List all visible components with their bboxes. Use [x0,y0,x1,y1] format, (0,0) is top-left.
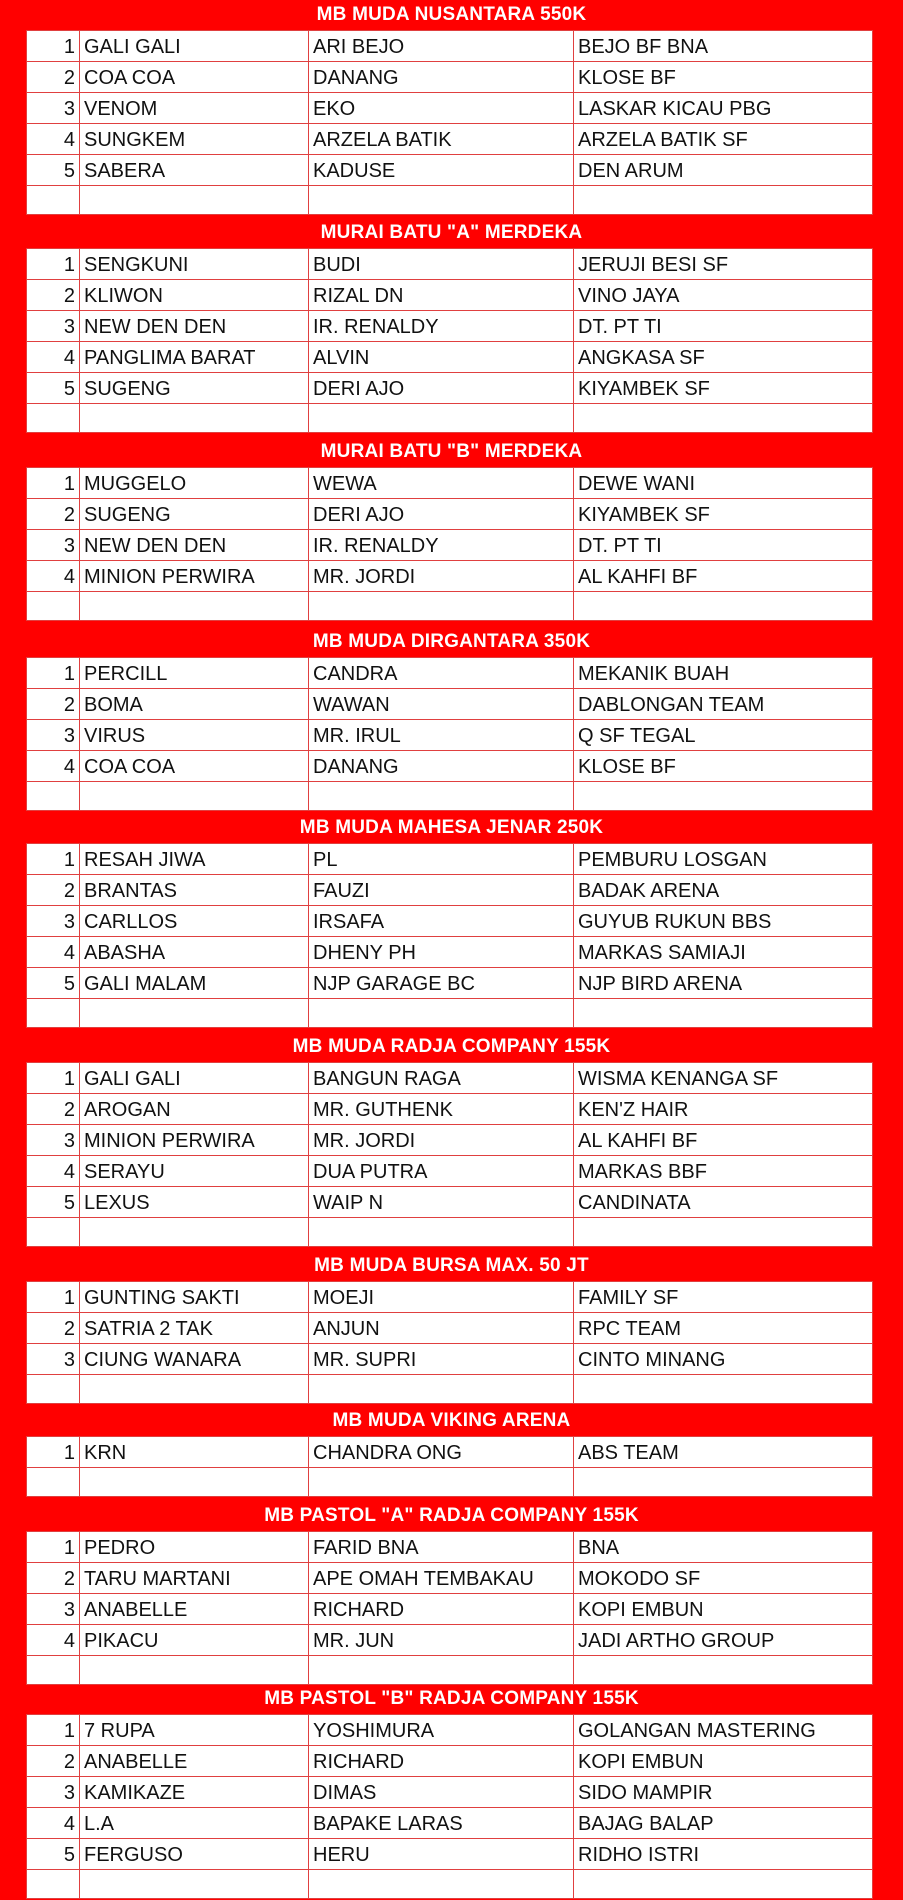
rank-cell: 1 [27,1282,80,1313]
table-row [27,1532,873,1563]
blank-row [27,1870,873,1899]
rank-cell: 4 [27,1625,80,1656]
team-name-cell: DEN ARUM [574,155,873,186]
table-row [27,1777,873,1808]
bird-name-cell: KAMIKAZE [80,1777,309,1808]
blank-cell [80,782,309,811]
rank-cell: 2 [27,1094,80,1125]
team-name-cell: SIDO MAMPIR [574,1777,873,1808]
owner-name-cell: DANANG [309,62,574,93]
section-title: MB MUDA NUSANTARA 550K [316,4,587,25]
team-name-cell: KEN'Z HAIR [574,1094,873,1125]
blank-cell [309,1656,574,1685]
results-table [26,657,873,811]
results-table [26,467,873,621]
team-name-cell: DT. PT TI [574,530,873,561]
bird-name-cell: MINION PERWIRA [80,561,309,592]
team-name-cell: WISMA KENANGA SF [574,1063,873,1094]
table-row [27,906,873,937]
blank-cell [574,1870,873,1899]
owner-name-cell: IR. RENALDY [309,530,574,561]
team-name-cell: ARZELA BATIK SF [574,124,873,155]
table-row [27,1063,873,1094]
owner-name-cell: WEWA [309,468,574,499]
owner-name-cell: BAPAKE LARAS [309,1808,574,1839]
rank-cell: 2 [27,499,80,530]
owner-name-cell: WAWAN [309,689,574,720]
team-name-cell: JADI ARTHO GROUP [574,1625,873,1656]
owner-name-cell: FAUZI [309,875,574,906]
table-row [27,1156,873,1187]
bird-name-cell: SABERA [80,155,309,186]
table-row [27,561,873,592]
rank-cell: 1 [27,844,80,875]
blank-cell [80,999,309,1028]
blank-cell [80,1468,309,1497]
results-table [26,1531,873,1685]
owner-name-cell: BUDI [309,249,574,280]
owner-name-cell: EKO [309,93,574,124]
bird-name-cell: GALI GALI [80,1063,309,1094]
blank-cell [27,592,80,621]
table-row [27,373,873,404]
team-name-cell: BADAK ARENA [574,875,873,906]
bird-name-cell: SERAYU [80,1156,309,1187]
owner-name-cell: IRSAFA [309,906,574,937]
blank-cell [574,999,873,1028]
blank-cell [309,999,574,1028]
rank-cell: 3 [27,1125,80,1156]
blank-cell [27,1468,80,1497]
bird-name-cell: GALI GALI [80,31,309,62]
table-row [27,1839,873,1870]
team-name-cell: KOPI EMBUN [574,1594,873,1625]
owner-name-cell: ANJUN [309,1313,574,1344]
section-title: MURAI BATU "B" MERDEKA [320,441,583,462]
blank-row [27,782,873,811]
section-title: MB MUDA RADJA COMPANY 155K [292,1036,611,1057]
bird-name-cell: PERCILL [80,658,309,689]
rank-cell: 4 [27,751,80,782]
team-name-cell: DEWE WANI [574,468,873,499]
team-name-cell: GOLANGAN MASTERING [574,1715,873,1746]
bird-name-cell: PEDRO [80,1532,309,1563]
owner-name-cell: CHANDRA ONG [309,1437,574,1468]
rank-cell: 2 [27,280,80,311]
rank-cell: 2 [27,689,80,720]
bird-name-cell: VENOM [80,93,309,124]
owner-name-cell: YOSHIMURA [309,1715,574,1746]
table-row [27,720,873,751]
team-name-cell: BEJO BF BNA [574,31,873,62]
rank-cell: 3 [27,720,80,751]
results-table [26,843,873,1028]
team-name-cell: ABS TEAM [574,1437,873,1468]
rank-cell: 1 [27,468,80,499]
bird-name-cell: AROGAN [80,1094,309,1125]
owner-name-cell: DERI AJO [309,373,574,404]
blank-cell [27,999,80,1028]
rank-cell: 1 [27,658,80,689]
bird-name-cell: 7 RUPA [80,1715,309,1746]
results-table [26,1281,873,1404]
rank-cell: 1 [27,1715,80,1746]
bird-name-cell: L.A [80,1808,309,1839]
blank-cell [80,404,309,433]
table-row [27,844,873,875]
blank-cell [309,1870,574,1899]
blank-cell [80,1870,309,1899]
rank-cell: 1 [27,1532,80,1563]
results-table [26,1436,873,1497]
owner-name-cell: DANANG [309,751,574,782]
owner-name-cell: WAIP N [309,1187,574,1218]
blank-cell [309,1375,574,1404]
bird-name-cell: RESAH JIWA [80,844,309,875]
table-row [27,530,873,561]
blank-cell [27,186,80,215]
owner-name-cell: MR. JORDI [309,1125,574,1156]
bird-name-cell: SUNGKEM [80,124,309,155]
blank-cell [27,782,80,811]
bird-name-cell: VIRUS [80,720,309,751]
rank-cell: 5 [27,968,80,999]
blank-cell [80,1218,309,1247]
blank-cell [574,1468,873,1497]
rank-cell: 5 [27,1839,80,1870]
team-name-cell: Q SF TEGAL [574,720,873,751]
owner-name-cell: PL [309,844,574,875]
blank-cell [80,592,309,621]
bird-name-cell: FERGUSO [80,1839,309,1870]
team-name-cell: GUYUB RUKUN BBS [574,906,873,937]
table-row [27,1808,873,1839]
table-row [27,1187,873,1218]
blank-row [27,404,873,433]
table-row [27,499,873,530]
owner-name-cell: KADUSE [309,155,574,186]
rank-cell: 3 [27,1344,80,1375]
team-name-cell: MARKAS BBF [574,1156,873,1187]
blank-cell [80,186,309,215]
team-name-cell: CANDINATA [574,1187,873,1218]
table-row [27,689,873,720]
owner-name-cell: ARZELA BATIK [309,124,574,155]
rank-cell: 3 [27,1594,80,1625]
bird-name-cell: MUGGELO [80,468,309,499]
table-row [27,155,873,186]
blank-row [27,1218,873,1247]
team-name-cell: VINO JAYA [574,280,873,311]
rank-cell: 3 [27,1777,80,1808]
section-title: MURAI BATU "A" MERDEKA [320,222,583,243]
blank-cell [27,1870,80,1899]
section-title: MB MUDA DIRGANTARA 350K [312,631,591,652]
bird-name-cell: ANABELLE [80,1746,309,1777]
table-row [27,968,873,999]
owner-name-cell: RICHARD [309,1594,574,1625]
blank-cell [80,1375,309,1404]
blank-cell [574,404,873,433]
team-name-cell: JERUJI BESI SF [574,249,873,280]
table-row [27,62,873,93]
team-name-cell: KIYAMBEK SF [574,373,873,404]
team-name-cell: MEKANIK BUAH [574,658,873,689]
table-row [27,1094,873,1125]
table-row [27,1625,873,1656]
rank-cell: 2 [27,62,80,93]
rank-cell: 4 [27,342,80,373]
team-name-cell: RPC TEAM [574,1313,873,1344]
table-row [27,875,873,906]
blank-cell [574,1656,873,1685]
rank-cell: 4 [27,561,80,592]
owner-name-cell: CANDRA [309,658,574,689]
rank-cell: 3 [27,93,80,124]
table-row [27,1344,873,1375]
blank-row [27,592,873,621]
table-row [27,93,873,124]
bird-name-cell: GALI MALAM [80,968,309,999]
bird-name-cell: MINION PERWIRA [80,1125,309,1156]
table-row [27,31,873,62]
table-row [27,311,873,342]
rank-cell: 4 [27,1156,80,1187]
table-row [27,1746,873,1777]
blank-row [27,1468,873,1497]
blank-row [27,186,873,215]
blank-cell [27,404,80,433]
bird-name-cell: ABASHA [80,937,309,968]
team-name-cell: NJP BIRD ARENA [574,968,873,999]
bird-name-cell: KLIWON [80,280,309,311]
owner-name-cell: RIZAL DN [309,280,574,311]
team-name-cell: BAJAG BALAP [574,1808,873,1839]
team-name-cell: DABLONGAN TEAM [574,689,873,720]
blank-cell [309,186,574,215]
results-table [26,248,873,433]
bird-name-cell: CIUNG WANARA [80,1344,309,1375]
table-row [27,280,873,311]
blank-cell [574,186,873,215]
section-title: MB MUDA MAHESA JENAR 250K [299,817,604,838]
bird-name-cell: COA COA [80,751,309,782]
blank-row [27,1375,873,1404]
owner-name-cell: MR. JORDI [309,561,574,592]
bird-name-cell: COA COA [80,62,309,93]
blank-cell [27,1375,80,1404]
rank-cell: 3 [27,530,80,561]
team-name-cell: ANGKASA SF [574,342,873,373]
results-table [26,30,873,215]
owner-name-cell: DHENY PH [309,937,574,968]
bird-name-cell: CARLLOS [80,906,309,937]
owner-name-cell: RICHARD [309,1746,574,1777]
table-row [27,1437,873,1468]
blank-cell [27,1218,80,1247]
table-row [27,1125,873,1156]
section-title: MB PASTOL "B" RADJA COMPANY 155K [264,1688,639,1709]
team-name-cell: CINTO MINANG [574,1344,873,1375]
rank-cell: 1 [27,1063,80,1094]
owner-name-cell: MR. GUTHENK [309,1094,574,1125]
owner-name-cell: DUA PUTRA [309,1156,574,1187]
bird-name-cell: SUGENG [80,499,309,530]
bird-name-cell: SENGKUNI [80,249,309,280]
bird-name-cell: SATRIA 2 TAK [80,1313,309,1344]
team-name-cell: MOKODO SF [574,1563,873,1594]
owner-name-cell: MR. SUPRI [309,1344,574,1375]
blank-cell [574,1218,873,1247]
team-name-cell: LASKAR KICAU PBG [574,93,873,124]
bird-name-cell: GUNTING SAKTI [80,1282,309,1313]
rank-cell: 5 [27,155,80,186]
blank-cell [574,1375,873,1404]
rank-cell: 5 [27,1187,80,1218]
rank-cell: 4 [27,124,80,155]
owner-name-cell: NJP GARAGE BC [309,968,574,999]
results-table [26,1062,873,1247]
team-name-cell: PEMBURU LOSGAN [574,844,873,875]
table-row [27,1282,873,1313]
bird-name-cell: NEW DEN DEN [80,311,309,342]
section-title: MB MUDA BURSA MAX. 50 JT [314,1255,589,1276]
bird-name-cell: TARU MARTANI [80,1563,309,1594]
table-row [27,124,873,155]
owner-name-cell: HERU [309,1839,574,1870]
table-row [27,468,873,499]
table-row [27,1563,873,1594]
table-row [27,937,873,968]
owner-name-cell: DIMAS [309,1777,574,1808]
team-name-cell: BNA [574,1532,873,1563]
blank-cell [574,782,873,811]
table-row [27,751,873,782]
results-table [26,1714,873,1899]
rank-cell: 2 [27,1313,80,1344]
table-row [27,1715,873,1746]
owner-name-cell: IR. RENALDY [309,311,574,342]
rank-cell: 2 [27,1746,80,1777]
blank-cell [80,1656,309,1685]
team-name-cell: KIYAMBEK SF [574,499,873,530]
team-name-cell: KOPI EMBUN [574,1746,873,1777]
owner-name-cell: FARID BNA [309,1532,574,1563]
bird-name-cell: PANGLIMA BARAT [80,342,309,373]
owner-name-cell: MOEJI [309,1282,574,1313]
blank-cell [309,1218,574,1247]
owner-name-cell: MR. JUN [309,1625,574,1656]
rank-cell: 1 [27,249,80,280]
blank-cell [27,1656,80,1685]
table-row [27,1594,873,1625]
rank-cell: 4 [27,1808,80,1839]
bird-name-cell: KRN [80,1437,309,1468]
bird-name-cell: LEXUS [80,1187,309,1218]
table-row [27,249,873,280]
team-name-cell: KLOSE BF [574,751,873,782]
owner-name-cell: BANGUN RAGA [309,1063,574,1094]
blank-cell [309,404,574,433]
blank-cell [309,592,574,621]
team-name-cell: AL KAHFI BF [574,561,873,592]
table-row [27,342,873,373]
team-name-cell: KLOSE BF [574,62,873,93]
team-name-cell: AL KAHFI BF [574,1125,873,1156]
blank-row [27,1656,873,1685]
blank-row [27,999,873,1028]
team-name-cell: RIDHO ISTRI [574,1839,873,1870]
bird-name-cell: BRANTAS [80,875,309,906]
owner-name-cell: ARI BEJO [309,31,574,62]
bird-name-cell: NEW DEN DEN [80,530,309,561]
blank-cell [309,1468,574,1497]
rank-cell: 2 [27,1563,80,1594]
team-name-cell: FAMILY SF [574,1282,873,1313]
blank-cell [574,592,873,621]
section-title: MB MUDA VIKING ARENA [332,1410,571,1431]
rank-cell: 4 [27,937,80,968]
owner-name-cell: ALVIN [309,342,574,373]
rank-cell: 3 [27,311,80,342]
rank-cell: 2 [27,875,80,906]
owner-name-cell: APE OMAH TEMBAKAU [309,1563,574,1594]
bird-name-cell: ANABELLE [80,1594,309,1625]
section-title: MB PASTOL "A" RADJA COMPANY 155K [264,1505,639,1526]
owner-name-cell: MR. IRUL [309,720,574,751]
blank-cell [309,782,574,811]
bird-name-cell: BOMA [80,689,309,720]
bird-name-cell: PIKACU [80,1625,309,1656]
team-name-cell: DT. PT TI [574,311,873,342]
rank-cell: 1 [27,31,80,62]
rank-cell: 3 [27,906,80,937]
table-row [27,658,873,689]
rank-cell: 1 [27,1437,80,1468]
owner-name-cell: DERI AJO [309,499,574,530]
rank-cell: 5 [27,373,80,404]
table-row [27,1313,873,1344]
bird-name-cell: SUGENG [80,373,309,404]
team-name-cell: MARKAS SAMIAJI [574,937,873,968]
